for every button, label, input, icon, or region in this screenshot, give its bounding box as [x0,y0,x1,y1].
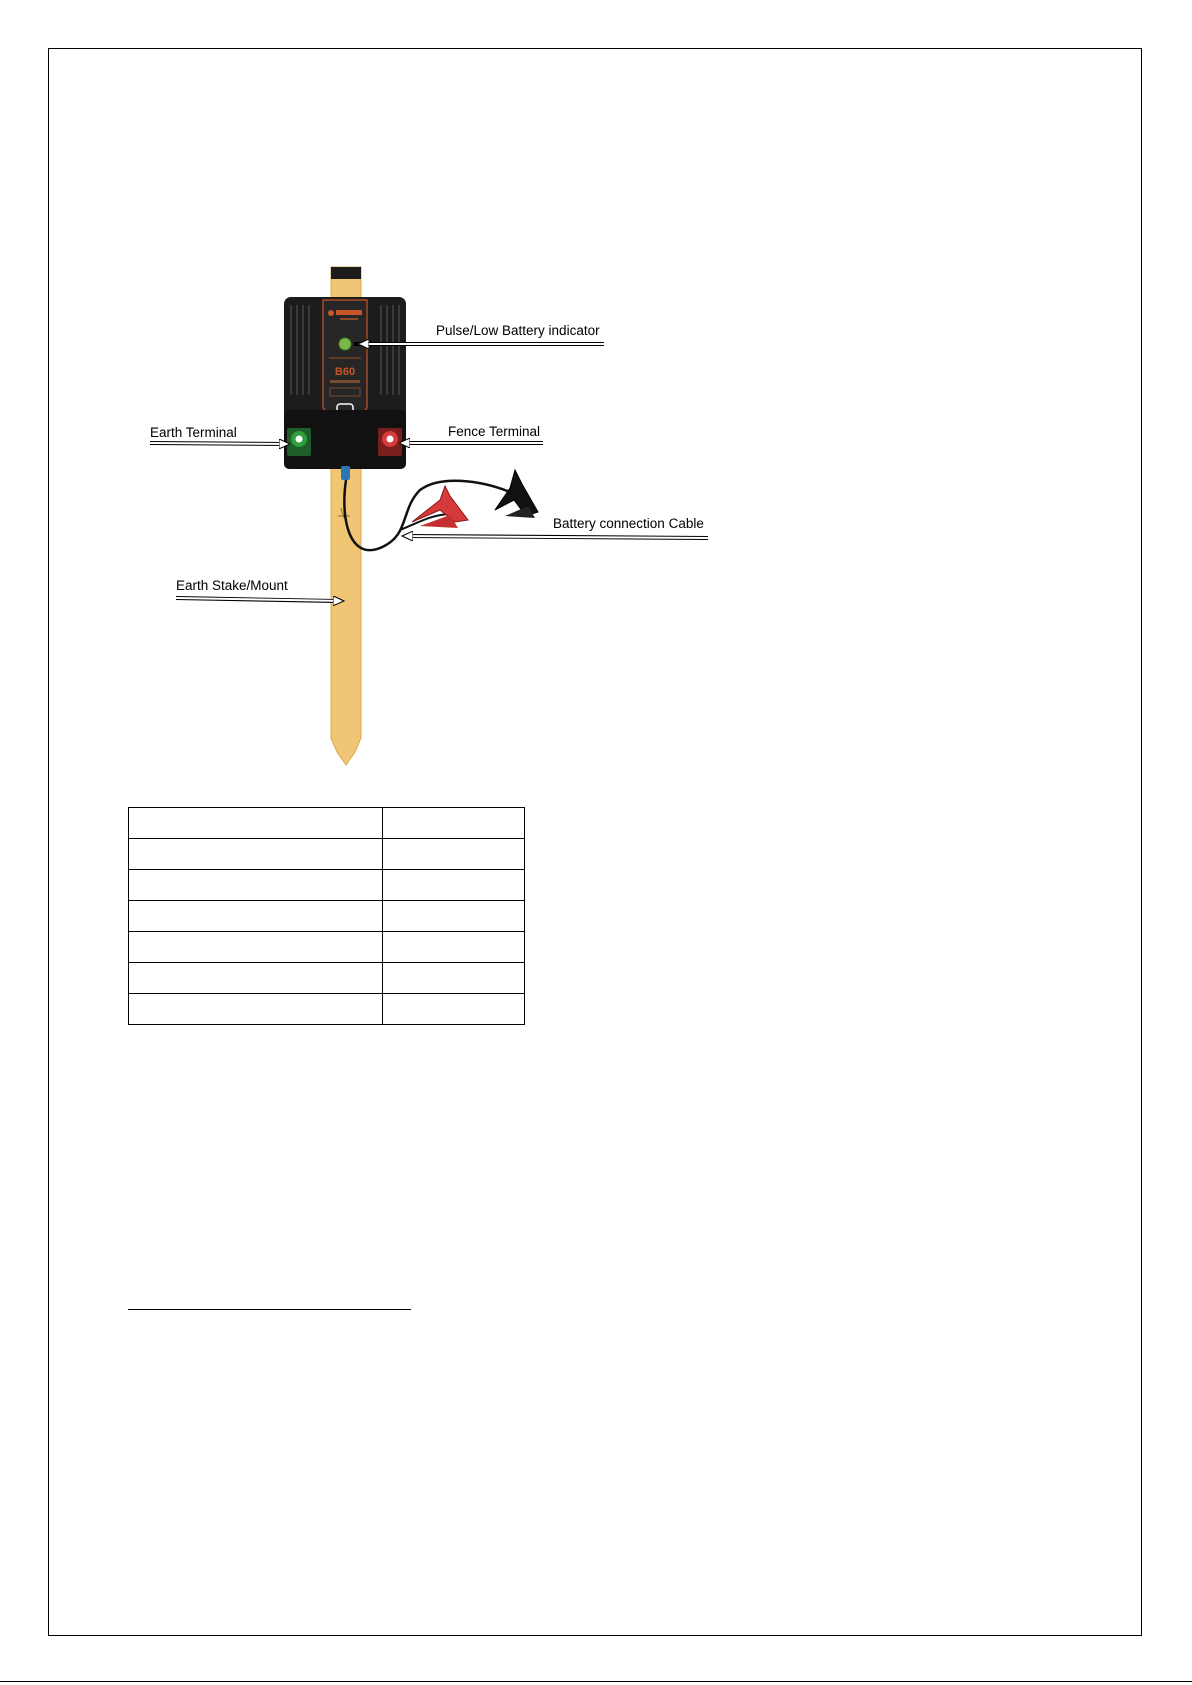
battery-cable-arrow [402,536,708,538]
table-row [129,901,525,932]
table-cell [129,808,383,839]
table-cell [129,994,383,1025]
black-clamp [495,470,538,518]
energizer-diagram [0,0,1192,800]
table-cell [129,870,383,901]
section-heading-underline [128,1309,411,1310]
energizer-unit [284,297,406,480]
table-row [129,932,525,963]
earth-terminal [287,428,311,456]
earth-terminal-arrow [150,443,290,444]
callout-arrows [150,344,708,601]
table-cell [383,808,525,839]
table-cell [383,963,525,994]
table-row [129,963,525,994]
earth-stake-arrow [176,598,344,601]
table-cell [383,901,525,932]
battery-cable-label: Battery connection Cable [553,516,704,531]
table-row [129,870,525,901]
fence-terminal-label: Fence Terminal [448,424,541,439]
model-label: B60 [334,366,356,378]
earth-terminal-label: Earth Terminal [150,425,237,440]
pulse-indicator-label: Pulse/Low Battery indicator [436,323,600,338]
table-cell [383,870,525,901]
page-bottom-rule [0,1681,1192,1682]
table-cell [383,839,525,870]
table-cell [129,901,383,932]
pulse-led [339,338,351,350]
spec-table [128,807,525,1025]
table-cell [383,932,525,963]
table-row [129,994,525,1025]
table-row [129,839,525,870]
table-cell [383,994,525,1025]
table-cell [129,839,383,870]
table-cell [129,932,383,963]
table-cell [129,963,383,994]
table-row [129,808,525,839]
earth-stake-label: Earth Stake/Mount [176,578,288,593]
fence-terminal [378,428,402,456]
